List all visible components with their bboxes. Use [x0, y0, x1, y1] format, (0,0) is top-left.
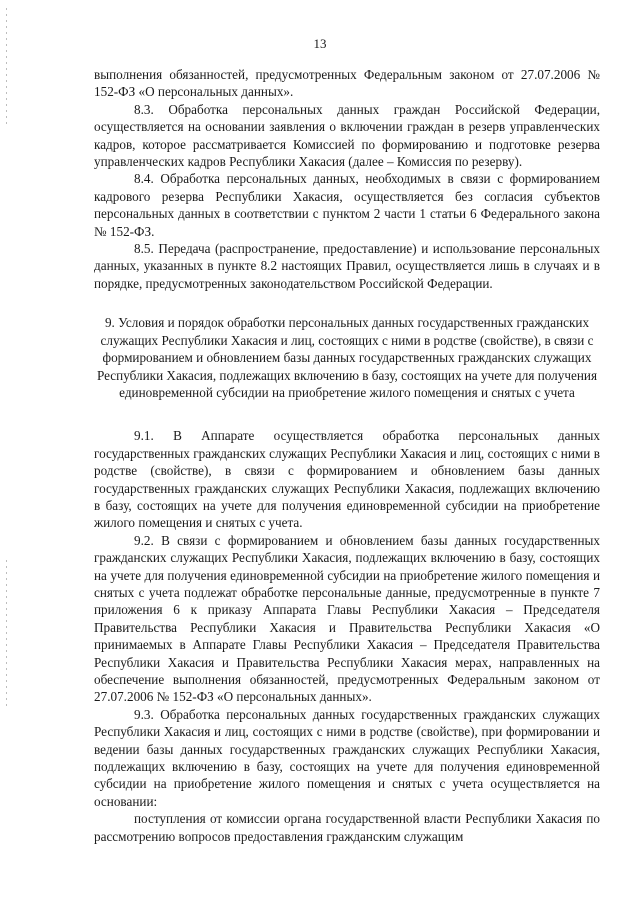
paragraphs-section-8	[94, 66, 600, 292]
paragraph-9-1: 9.1. В Аппарате осуществляется обработка персональных данных государственных гражданских служащих Республики Хакасия и лиц, состоящих с ними в родстве (свойстве), в связи с формированием и обновлением базы данных государственных гражданских служащих Республики Хакасия, подлежащих включению в базу, состоящих на учете для получения единовременной субсидии на приобретение жилого помещения и снятых с учета.	[94, 428, 600, 531]
paragraph-8-4: 8.4. Обработка персональных данных, необходимых в связи с формированием кадрового резерва Республики Хакасия, осуществляется без согласия субъектов персональных данных в соответствии с пунктом 2 части 1 статьи 6 Федерального закона № 152-ФЗ.	[94, 171, 600, 239]
page-number: 13	[313, 36, 327, 51]
section-title: 9. Условия и порядок обработки персональных данных государственных гражданских служащих Республики Хакасия и лиц, состоящих с ними в родстве (свойстве), в связи с формированием и обновлением базы данных государственных гражданских служащих Республики Хакасия, подлежащих включению в базу, состоящих на учете для получения единовременной субсидии на приобретение жилого помещения и снятых с учета	[96, 315, 598, 400]
scan-edge-mark	[6, 8, 7, 128]
paragraph-9-3: 9.3. Обработка персональных данных государственных гражданских служащих Республики Хакасия и лиц, состоящих с ними в родстве (свойстве), при формировании и ведении базы данных государственных гражданских служащих Республики Хакасия, подлежащих включению в базу, состоящих на учете для получения единовременной субсидии на приобретение жилого помещения и снятых с учета осуществляется на основании:	[94, 706, 600, 809]
paragraph-8-3: 8.3. Обработка персональных данных граждан Российской Федерации, осуществляется на основании заявления о включении граждан в резерв управленческих кадров, которое рассматривается Комиссией по формированию и подготовке резерва управленческих кадров Республики Хакасия (далее – Комиссия по резерву).	[94, 101, 600, 170]
paragraph-8-5: 8.5. Передача (распространение, предоставление) и использование персональных данных, указанных в пункте 8.2 настоящих Правил, осуществляется лишь в случаях и в порядке, предусмотренных законодательством Российской Федерации.	[94, 241, 600, 291]
scan-edge-mark	[6, 560, 7, 710]
paragraph-cont: выполнения обязанностей, предусмотренных Федеральным законом от 27.07.2006 № 152-ФЗ «О персональных данных».	[94, 67, 600, 100]
paragraph-9-2: 9.2. В связи с формированием и обновлением базы данных государственных гражданских служащих Республики Хакасия, подлежащих включению в базу, состоящих на учете для получения единовременной субсидии на приобретение жилого помещения и снятых с учета подлежат обработке персональные данные, предусмотренные в пункте 7 приложения 6 к приказу Аппарата Главы Республики Хакасия – Председателя Правительства Республики Хакасия и Правительства Республики Хакасия «О принимаемых в Аппарате Главы Республики Хакасия – Председателя Правительства Республики Хакасия и Правительства Республики Хакасия мерах, направленных на обеспечение выполнения обязанностей, предусмотренных Федеральным законом от 27.07.2006 № 152-ФЗ «О персональных данных».	[94, 532, 600, 705]
document-body	[94, 66, 600, 845]
paragraph-9-3-a: поступления от комиссии органа государственной власти Республики Хакасия по рассмотрению вопросов предоставления гражданским служащим	[94, 811, 600, 844]
paragraphs-section-9	[94, 427, 600, 845]
